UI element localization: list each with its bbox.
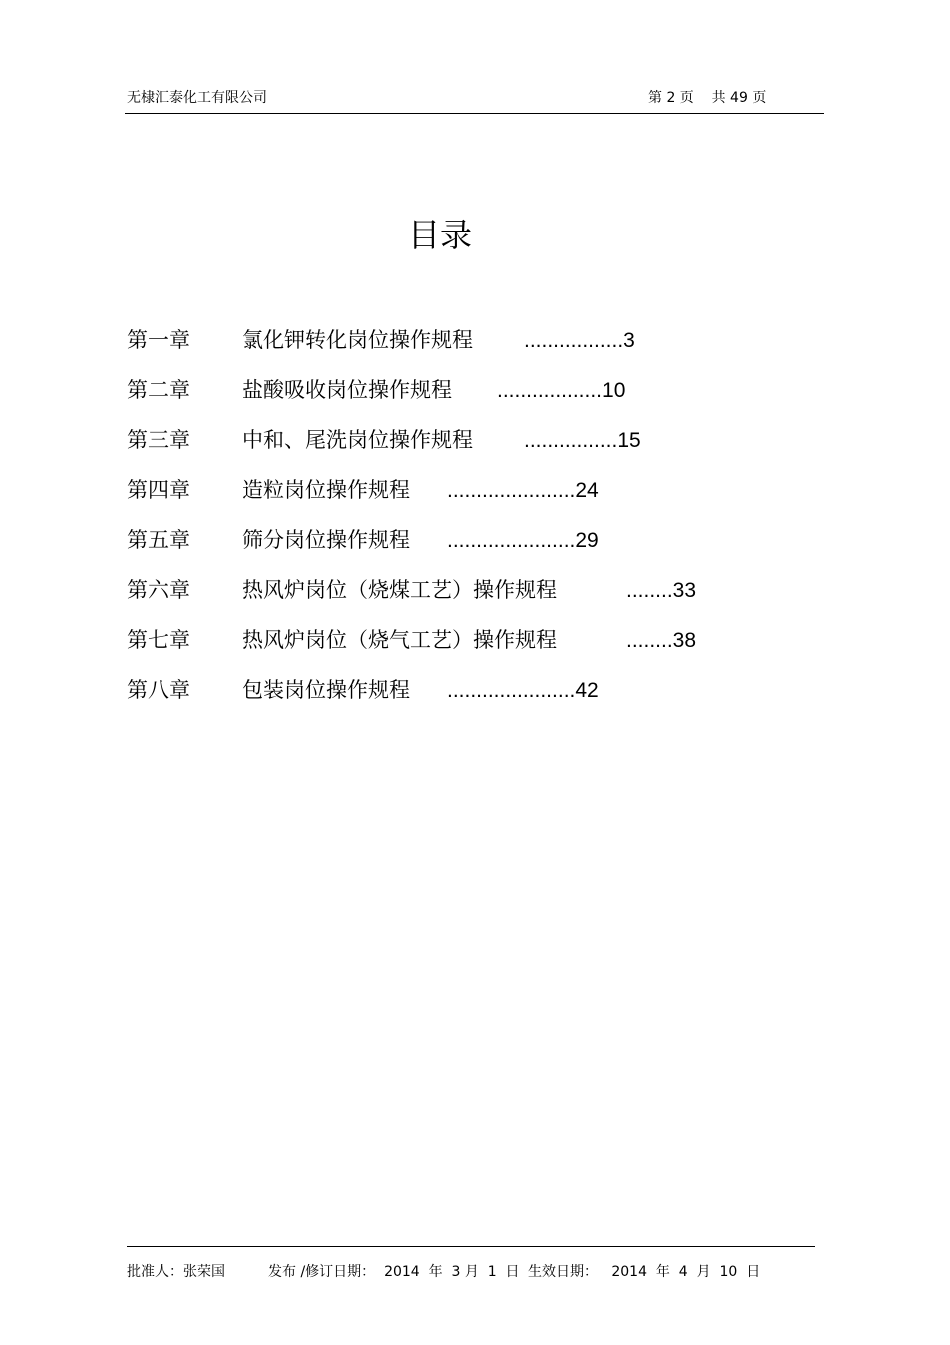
toc-page-ref: ........33 [626,579,697,602]
toc-chapter-title: 包装岗位操作规程 [242,678,410,702]
toc-chapter-title: 氯化钾转化岗位操作规程 [242,328,473,352]
toc-page-ref: ......................42 [447,679,599,702]
toc-chapter-label: 第二章 [127,378,190,402]
footer-approver: 批准人：张荣国 [127,1264,225,1280]
page-title: 目录 [407,216,472,254]
toc-chapter-label: 第八章 [127,678,190,702]
header-page-info: 第 2 页 共 49 页 [648,90,767,106]
toc-chapter-label: 第三章 [127,428,190,452]
toc-chapter-title: 中和、尾洗岗位操作规程 [242,428,473,452]
toc-page-ref: ......................29 [447,529,599,552]
toc-chapter-label: 第七章 [127,628,190,652]
header-company-name: 无棣汇泰化工有限公司 [127,90,267,106]
footer-issue-date: 发布 /修订日期： 2014 年 3 月 1 日 [268,1264,520,1280]
toc-chapter-label: 第五章 [127,528,190,552]
toc-chapter-label: 第六章 [127,578,190,602]
footer-divider [127,1246,815,1247]
toc-page-ref: ................15 [524,429,641,452]
toc-chapter-label: 第一章 [127,328,190,352]
toc-chapter-title: 热风炉岗位（烧气工艺）操作规程 [242,628,557,652]
header-divider [125,113,824,114]
toc-chapter-title: 盐酸吸收岗位操作规程 [242,378,452,402]
toc-chapter-title: 造粒岗位操作规程 [242,478,410,502]
toc-chapter-title: 热风炉岗位（烧煤工艺）操作规程 [242,578,557,602]
toc-page-ref: ........38 [626,629,697,652]
toc-page-ref: ......................24 [447,479,599,502]
toc-chapter-title: 筛分岗位操作规程 [242,528,410,552]
footer-effective-date: 生效日期： 2014 年 4 月 10 日 [528,1264,761,1280]
toc-chapter-label: 第四章 [127,478,190,502]
toc-page-ref: .................3 [524,329,635,352]
toc-page-ref: ..................10 [497,379,626,402]
